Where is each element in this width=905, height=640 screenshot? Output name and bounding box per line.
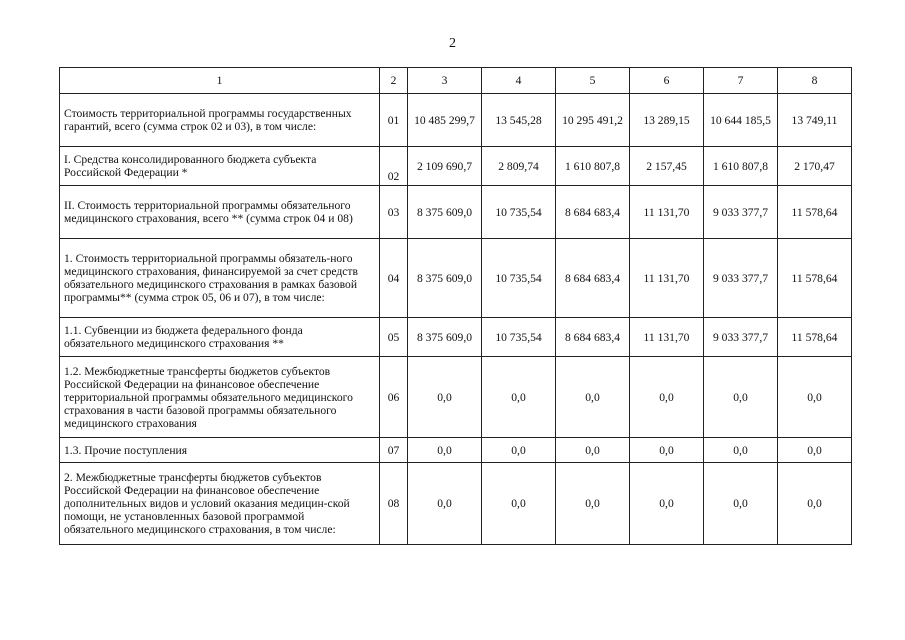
row-code: 01: [380, 94, 408, 147]
header-cell: 5: [556, 68, 630, 94]
value-cell: 8 684 683,4: [556, 186, 630, 239]
value-cell: 0,0: [556, 357, 630, 438]
header-cell: 6: [630, 68, 704, 94]
value-cell: 0,0: [630, 463, 704, 545]
row-code: 03: [380, 186, 408, 239]
value-cell: 10 485 299,7: [408, 94, 482, 147]
table-row: [60, 186, 852, 239]
row-code: 04: [380, 239, 408, 318]
table-row: [60, 318, 852, 357]
value-cell: 0,0: [408, 438, 482, 463]
value-cell: 1 610 807,8: [704, 147, 778, 186]
value-cell: 0,0: [704, 357, 778, 438]
value-cell: 0,0: [630, 357, 704, 438]
value-cell: 10 735,54: [482, 239, 556, 318]
row-name: 2. Межбюджетные трансферты бюджетов субъектов Российской Федерации на финансовое обеспечение дополнительных видов и условий оказания медицин-ской помощи, не установленных базовой программой обязательного медицинского страхования, в том числе:: [60, 463, 380, 545]
value-cell: 0,0: [556, 438, 630, 463]
header-cell: 7: [704, 68, 778, 94]
value-cell: 0,0: [778, 357, 852, 438]
value-cell: 11 578,64: [778, 186, 852, 239]
row-name: I. Средства консолидированного бюджета субъекта Российской Федерации *: [60, 147, 380, 186]
value-cell: 0,0: [482, 463, 556, 545]
value-cell: 8 375 609,0: [408, 186, 482, 239]
value-cell: 10 735,54: [482, 186, 556, 239]
row-code: 06: [380, 357, 408, 438]
value-cell: 9 033 377,7: [704, 318, 778, 357]
row-code: 08: [380, 463, 408, 545]
value-cell: 9 033 377,7: [704, 186, 778, 239]
row-name: 1.3. Прочие поступления: [60, 438, 380, 463]
value-cell: 9 033 377,7: [704, 239, 778, 318]
value-cell: 0,0: [704, 438, 778, 463]
table-row: [60, 357, 852, 438]
value-cell: 11 131,70: [630, 186, 704, 239]
table-row: [60, 147, 852, 186]
value-cell: 1 610 807,8: [556, 147, 630, 186]
value-cell: 0,0: [704, 463, 778, 545]
budget-table: [59, 67, 852, 545]
value-cell: 0,0: [408, 357, 482, 438]
value-cell: 0,0: [778, 438, 852, 463]
value-cell: 13 749,11: [778, 94, 852, 147]
value-cell: 10 295 491,2: [556, 94, 630, 147]
row-name: 1. Стоимость территориальной программы обязатель-ного медицинского страхования, финансируемой за счет средств обязательного медицинского страхования в рамках базовой программы** (сумма строк 05, 06 и 07), в том числе:: [60, 239, 380, 318]
row-code: 07: [380, 438, 408, 463]
value-cell: 11 578,64: [778, 318, 852, 357]
value-cell: 13 545,28: [482, 94, 556, 147]
header-cell: 1: [60, 68, 380, 94]
value-cell: 0,0: [630, 438, 704, 463]
value-cell: 8 684 683,4: [556, 318, 630, 357]
row-name: II. Стоимость территориальной программы обязательного медицинского страхования, всего ** (сумма строк 04 и 08): [60, 186, 380, 239]
value-cell: 0,0: [482, 357, 556, 438]
value-cell: 0,0: [556, 463, 630, 545]
header-cell: 2: [380, 68, 408, 94]
row-name: 1.1. Субвенции из бюджета федерального фонда обязательного медицинского страхования **: [60, 318, 380, 357]
row-code: 05: [380, 318, 408, 357]
value-cell: 0,0: [408, 463, 482, 545]
row-code: 02: [380, 147, 408, 186]
header-cell: 4: [482, 68, 556, 94]
header-row: [60, 68, 852, 94]
row-name: Стоимость территориальной программы государственных гарантий, всего (сумма строк 02 и 03), в том числе:: [60, 94, 380, 147]
value-cell: 2 809,74: [482, 147, 556, 186]
table-row: [60, 94, 852, 147]
value-cell: 2 109 690,7: [408, 147, 482, 186]
value-cell: 8 684 683,4: [556, 239, 630, 318]
table-row: [60, 239, 852, 318]
value-cell: 13 289,15: [630, 94, 704, 147]
value-cell: 2 170,47: [778, 147, 852, 186]
value-cell: 11 578,64: [778, 239, 852, 318]
value-cell: 2 157,45: [630, 147, 704, 186]
value-cell: 8 375 609,0: [408, 239, 482, 318]
table-row: [60, 438, 852, 463]
value-cell: 10 644 185,5: [704, 94, 778, 147]
value-cell: 11 131,70: [630, 318, 704, 357]
value-cell: 0,0: [482, 438, 556, 463]
value-cell: 10 735,54: [482, 318, 556, 357]
row-name: 1.2. Межбюджетные трансферты бюджетов субъектов Российской Федерации на финансовое обеспечение территориальной программы обязательного медицинского страхования в части базовой программы обязательного медицинского страхования: [60, 357, 380, 438]
table-row: [60, 463, 852, 545]
page-number: 2: [449, 36, 456, 51]
header-cell: 8: [778, 68, 852, 94]
value-cell: 0,0: [778, 463, 852, 545]
value-cell: 11 131,70: [630, 239, 704, 318]
value-cell: 8 375 609,0: [408, 318, 482, 357]
header-cell: 3: [408, 68, 482, 94]
